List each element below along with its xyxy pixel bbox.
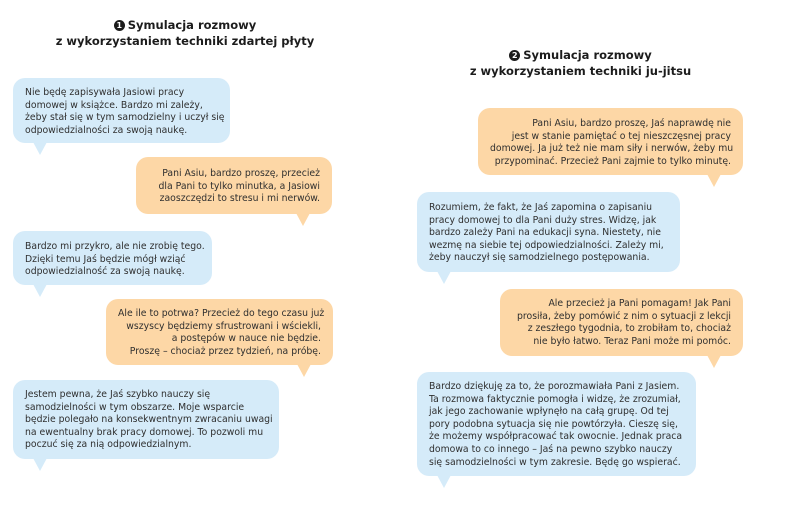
bubble-line: odpowiedzialności za swoją naukę. bbox=[25, 124, 188, 136]
bubble-line: że możemy współpracować tak owocnie. Jednak praca bbox=[429, 431, 683, 443]
bubble-tail bbox=[437, 271, 451, 284]
bubble-line: zaoszczędzi to stresu i mi nerwów. bbox=[159, 193, 320, 205]
bubble-tail bbox=[437, 475, 451, 488]
bubble-tail bbox=[33, 458, 47, 471]
left-title-line2: z wykorzystaniem techniki zdartej płyty bbox=[55, 34, 315, 48]
bubble-line: domowej w książce. Bardzo mi zależy, bbox=[25, 99, 203, 111]
speech-bubble bbox=[13, 380, 279, 459]
bubble-line: domowa to co innego – Jaś na pewno szybko nauczy bbox=[429, 443, 673, 455]
bubble-line: nie było łatwo. Teraz Pani może mi pomóc. bbox=[533, 335, 731, 347]
speech-bubble bbox=[106, 299, 333, 365]
speech-bubble bbox=[417, 372, 696, 476]
bubble-line: wszyscy będziemy sfrustrowani i wściekli, bbox=[126, 320, 321, 332]
bubble-line: z zeszłego tygodnia, to zrobiłam to, chociaż bbox=[527, 323, 731, 335]
bubble-tail bbox=[296, 213, 310, 226]
speech-bubble bbox=[13, 231, 212, 285]
right-title-line2: z wykorzystaniem techniki ju-jitsu bbox=[469, 64, 692, 78]
bubble-line: Nie będę zapisywała Jasiowi pracy bbox=[25, 87, 185, 98]
bubble-line: się samodzielności w tym zakresie. Będę go wspierać. bbox=[429, 456, 681, 468]
bubble-line: Bardzo dziękuję za to, że porozmawiała Pani z Jasiem. bbox=[429, 381, 680, 392]
bubble-tail bbox=[33, 284, 47, 297]
bubble-line: Bardzo mi przykro, ale nie zrobię tego. bbox=[25, 241, 205, 252]
right-heading bbox=[458, 47, 703, 79]
speech-bubble bbox=[500, 289, 743, 356]
bubble-line: Dzięki temu Jaś będzie mógł wziąć bbox=[25, 253, 186, 265]
bubble-line: pracy domowej to dla Pani duży stres. Widzę, jak bbox=[429, 214, 657, 226]
bubble-line: dla Pani to tylko minutka, a Jasiowi bbox=[158, 180, 320, 192]
bubble-line: jak jego zachowanie wpłynęło na całą grupę. Od tej bbox=[429, 406, 669, 418]
number-badge: 2 bbox=[509, 50, 520, 61]
bubble-line: wezmę na siebie tej odpowiedzialności. Zależy mi, bbox=[429, 239, 664, 251]
bubble-line: Rozumiem, że fakt, że Jaś zapomina o zapisaniu bbox=[429, 202, 653, 213]
bubble-line: jest w stanie pamiętać o tej nieszczęsnej pracy bbox=[511, 130, 731, 142]
bubble-line: na ewentualny brak pracy domowej. To pozwoli mu bbox=[25, 426, 264, 438]
bubble-line: przypominać. Przecież Pani zajmie to tylko minutę. bbox=[494, 155, 731, 167]
bubble-line: prosiła, żeby pomówić z nim o sytuacji z lekcji bbox=[516, 310, 731, 322]
bubble-line: samodzielności w tym obszarze. Moje wsparcie bbox=[25, 401, 245, 413]
left-heading bbox=[55, 17, 315, 49]
bubble-line: poczuć się za nią odpowiedzialnym. bbox=[25, 439, 192, 451]
bubble-line: Ale ile to potrwa? Przecież do tego czasu już bbox=[118, 308, 325, 319]
right-title-line1: Symulacja rozmowy bbox=[523, 48, 652, 62]
bubble-line: Ta rozmowa faktycznie pomogła i widzę, że zrozumiał, bbox=[429, 393, 681, 405]
bubble-line: a postępów w nauce nie będzie. bbox=[171, 333, 321, 345]
bubble-tail bbox=[297, 364, 311, 377]
bubble-line: Pani Asiu, bardzo proszę, Jaś naprawdę nie bbox=[532, 118, 731, 129]
bubble-line: żeby stał się w tym samodzielny i uczył się bbox=[25, 112, 225, 124]
speech-bubble bbox=[478, 108, 743, 175]
left-heading-line1 bbox=[55, 17, 315, 33]
speech-bubble bbox=[417, 192, 680, 272]
bubble-tail bbox=[707, 355, 721, 368]
bubble-line: będzie polegało na konsekwentnym zwracaniu uwagi bbox=[25, 414, 273, 426]
bubble-tail bbox=[33, 142, 47, 155]
bubble-line: Ale przecież ja Pani pomagam! Jak Pani bbox=[548, 298, 731, 309]
bubble-line: Proszę – chociaż przez tydzień, na próbę. bbox=[129, 345, 321, 357]
bubble-line: żeby nauczył się samodzielnego postępowania. bbox=[429, 252, 650, 264]
bubble-line: Pani Asiu, bardzo proszę, przecież bbox=[162, 168, 320, 179]
number-badge: 1 bbox=[114, 20, 125, 31]
left-title-line1: Symulacja rozmowy bbox=[127, 18, 257, 32]
bubble-line: domowej. Ja już też nie mam siły i nerwów, żeby mu bbox=[490, 143, 734, 155]
speech-bubble bbox=[13, 78, 230, 143]
bubble-line: Jestem pewna, że Jaś szybko nauczy się bbox=[25, 389, 211, 400]
right-heading-line1 bbox=[458, 47, 703, 63]
bubble-line: bardzo zależy Pani na edukacji syna. Niestety, nie bbox=[429, 227, 661, 239]
bubble-line: pory podobna sytuacja się nie powtórzyła. Cieszę się, bbox=[429, 418, 678, 430]
speech-bubble bbox=[136, 157, 332, 214]
bubble-tail bbox=[707, 174, 721, 187]
bubble-line: odpowiedzialność za swoją naukę. bbox=[25, 266, 185, 278]
